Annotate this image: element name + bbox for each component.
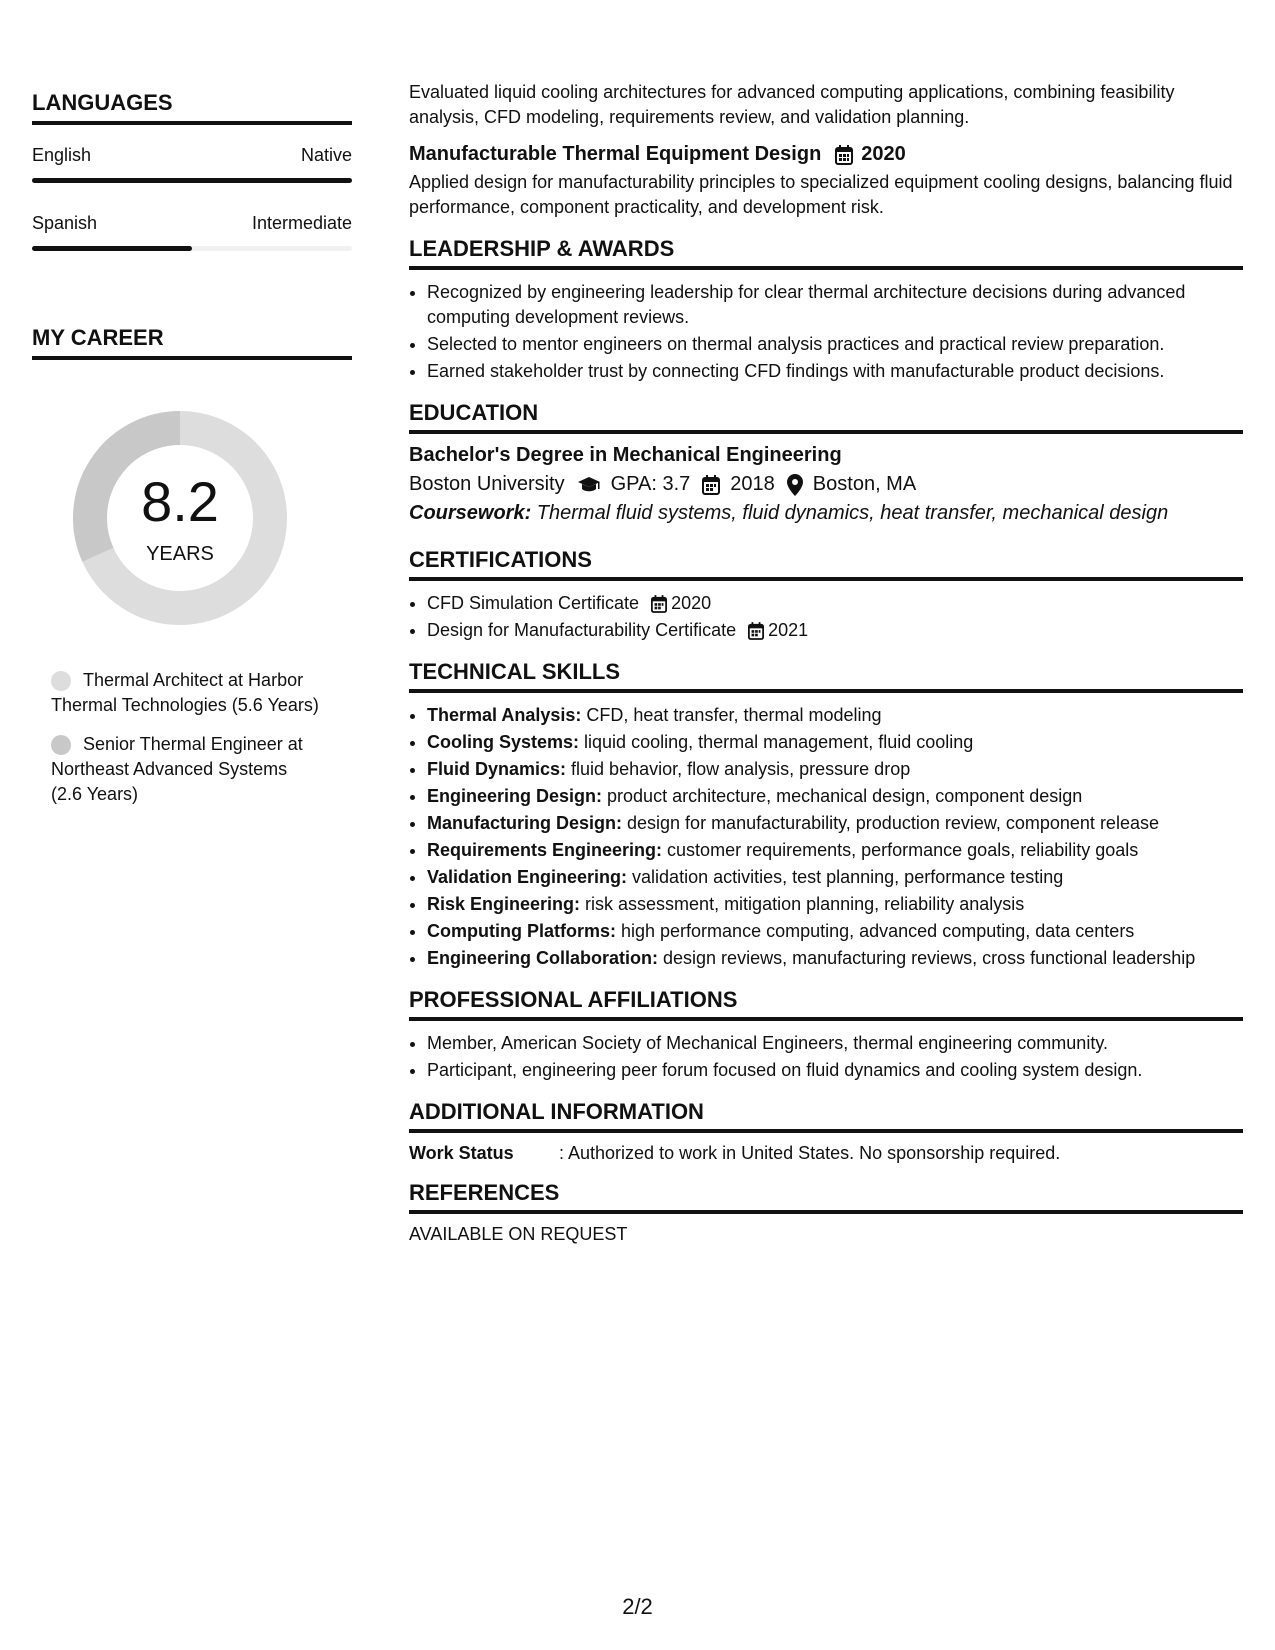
list-item: • Recognized by engineering leadership for clear thermal architecture decisions during advanced computing development reviews.: [427, 280, 1243, 330]
certification-name: • CFD Simulation Certificate: [427, 593, 640, 613]
skill-value: customer requirements, performance goals, reliability goals: [662, 840, 1139, 860]
skill-value: product architecture, mechanical design, component design: [602, 786, 1083, 806]
project-name: Manufacturable Thermal Equipment Design: [409, 143, 822, 165]
career-item-label: Senior Thermal Engineer at Northeast Advanced Systems (2.6 Years): [51, 734, 303, 804]
graduation-cap-icon: [577, 476, 601, 494]
education-degree: Bachelor's Degree in Mechanical Engineering: [409, 444, 842, 466]
skill-value: CFD, heat transfer, thermal modeling: [581, 705, 882, 725]
leadership-list: [409, 280, 1243, 384]
skills-heading: TECHNICAL SKILLS: [409, 659, 1243, 693]
skill-value: liquid cooling, thermal management, fluid cooling: [579, 732, 974, 752]
affiliations-list: [409, 1031, 1243, 1083]
skill-value: fluid behavior, flow analysis, pressure drop: [566, 759, 911, 779]
calendar-icon: [748, 622, 764, 640]
additional-info-heading: ADDITIONAL INFORMATION: [409, 1099, 1243, 1133]
references-heading: REFERENCES: [409, 1180, 1243, 1214]
affiliations-heading: PROFESSIONAL AFFILIATIONS: [409, 987, 1243, 1021]
skill-value: design reviews, manufacturing reviews, cross functional leadership: [658, 948, 1196, 968]
education-location: Boston, MA: [812, 473, 917, 495]
education-gpa: GPA: 3.7: [610, 473, 691, 495]
location-pin-icon: [787, 474, 803, 496]
language-item: [32, 145, 352, 183]
certifications-list: [409, 591, 1243, 643]
education-school: Boston University: [409, 473, 565, 495]
language-proficiency-bar: [32, 178, 352, 183]
list-item: [427, 703, 1243, 728]
skill-label: Fluid Dynamics:: [427, 759, 567, 779]
skill-label: Thermal Analysis:: [427, 705, 582, 725]
certification-year: 2021: [768, 620, 809, 640]
project-year: 2020: [861, 143, 906, 165]
career-legend-dot: [51, 735, 71, 755]
list-item: [427, 784, 1243, 809]
list-item: [427, 892, 1243, 917]
list-item: [427, 919, 1243, 944]
skill-label: Engineering Collaboration:: [427, 948, 659, 968]
project-title: [409, 143, 1243, 166]
project-description: Applied design for manufacturability principles to specialized equipment cooling designs, balancing fluid performance, component practicality, and development risk.: [409, 172, 1233, 217]
calendar-icon: [835, 145, 853, 165]
skill-value: validation activities, test planning, performance testing: [627, 867, 1064, 887]
career-list: [51, 668, 321, 807]
list-item: [427, 591, 1243, 616]
language-level: Intermediate: [251, 213, 352, 233]
list-item: • Participant, engineering peer forum focused on fluid dynamics and cooling system design.: [427, 1058, 1243, 1083]
sidebar: [32, 90, 352, 821]
list-item: • Selected to mentor engineers on thermal analysis practices and practical review preparation.: [427, 332, 1243, 357]
list-item: • Member, American Society of Mechanical Engineers, thermal engineering community.: [427, 1031, 1243, 1056]
list-item: • Earned stakeholder trust by connecting CFD findings with manufacturable product decisions.: [427, 359, 1243, 384]
career-item-label: Thermal Architect at Harbor Thermal Technologies (5.6 Years): [51, 670, 319, 715]
list-item: [427, 618, 1243, 643]
certifications-heading: CERTIFICATIONS: [409, 547, 1243, 581]
work-status-row: [409, 1143, 1243, 1164]
education-coursework: [409, 502, 1243, 525]
work-status-label: Work Status: [409, 1143, 514, 1163]
skills-list: [409, 703, 1243, 971]
career-donut-chart: [64, 402, 296, 634]
skill-label: Validation Engineering:: [427, 867, 628, 887]
language-name: English: [32, 145, 92, 165]
page-number: 2/2: [622, 1594, 653, 1619]
calendar-icon: [702, 475, 720, 495]
main-content: [409, 80, 1243, 1245]
certification-year: 2020: [671, 593, 712, 613]
coursework-text: Thermal fluid systems, fluid dynamics, heat transfer, mechanical design: [531, 502, 1169, 524]
skill-label: Requirements Engineering:: [427, 840, 663, 860]
skill-label: Engineering Design:: [427, 786, 603, 806]
skill-value: risk assessment, mitigation planning, reliability analysis: [580, 894, 1025, 914]
education-year: 2018: [730, 473, 775, 495]
skill-label: Risk Engineering:: [427, 894, 581, 914]
skill-label: Computing Platforms:: [427, 921, 616, 941]
language-proficiency-bar: [32, 246, 352, 251]
skill-label: Cooling Systems:: [427, 732, 580, 752]
list-item: [427, 838, 1243, 863]
certification-name: • Design for Manufacturability Certificate: [427, 620, 737, 640]
skill-label: Manufacturing Design:: [427, 813, 623, 833]
career-item: [51, 732, 321, 807]
language-item: [32, 213, 352, 251]
list-item: [427, 811, 1243, 836]
education-heading: EDUCATION: [409, 400, 1243, 434]
project-intro: Evaluated liquid cooling architectures for advanced computing applications, combining feasibility analysis, CFD modeling, requirements review, and validation planning.: [409, 82, 1175, 127]
language-name: Spanish: [32, 213, 98, 233]
career-legend-dot: [51, 671, 71, 691]
coursework-label: Coursework:: [409, 502, 532, 524]
language-level: Native: [300, 145, 352, 165]
languages-heading: LANGUAGES: [32, 90, 352, 125]
career-item: [51, 668, 321, 718]
language-proficiency-fill: [32, 178, 352, 183]
career-total-years: 8.2: [141, 470, 219, 533]
list-item: [427, 730, 1243, 755]
list-item: [427, 865, 1243, 890]
list-item: [427, 757, 1243, 782]
calendar-icon: [651, 595, 667, 613]
references-text: AVAILABLE ON REQUEST: [409, 1224, 628, 1244]
education-meta: [409, 473, 1243, 496]
leadership-heading: LEADERSHIP & AWARDS: [409, 236, 1243, 270]
list-item: [427, 946, 1243, 971]
skill-value: high performance computing, advanced computing, data centers: [616, 921, 1135, 941]
career-total-unit: YEARS: [146, 543, 214, 565]
work-status-value: : Authorized to work in United States. No sponsorship required.: [559, 1143, 1061, 1163]
career-heading: MY CAREER: [32, 325, 352, 360]
language-proficiency-fill: [32, 246, 192, 251]
skill-value: design for manufacturability, production review, component release: [622, 813, 1159, 833]
